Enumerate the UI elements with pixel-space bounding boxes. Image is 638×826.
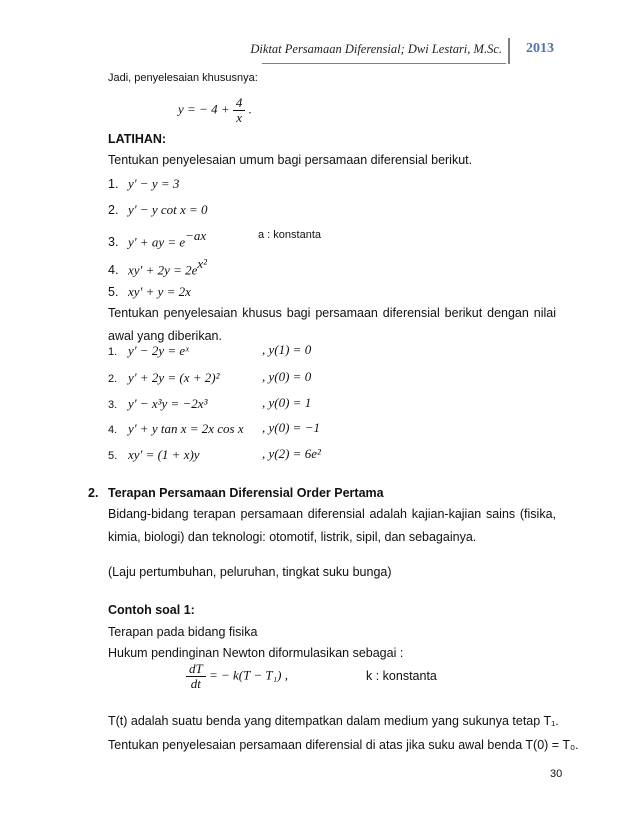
item-equation: xy' = (1 + x)y: [128, 447, 200, 462]
general-item: [108, 175, 179, 193]
header-rule: [262, 63, 506, 64]
solution-tail: .: [248, 101, 252, 117]
particular-solution-equation: [178, 96, 252, 125]
general-item: [108, 256, 207, 279]
item-exponent: x²: [197, 256, 208, 271]
general-item: [108, 228, 206, 251]
example-field: Terapan pada bidang fisika: [108, 625, 258, 639]
item-number: 1.: [108, 346, 118, 358]
initial-condition: , y(0) = −1: [262, 420, 320, 435]
item-number: 5.: [108, 450, 118, 462]
header-year: 2013: [526, 41, 554, 56]
instruction-general: Tentukan penyelesaian umum bagi persamaan diferensial berikut.: [108, 153, 473, 167]
item-number: 4.: [108, 263, 119, 278]
newton-equation: [186, 662, 288, 691]
item-number: 5.: [108, 285, 119, 299]
page-header: [250, 38, 562, 64]
example-heading: Contoh soal 1:: [108, 603, 195, 617]
solution-lhs: y = − 4 +: [178, 101, 230, 117]
general-item: [108, 283, 191, 301]
item-equation: xy' + 2y = 2e: [128, 262, 198, 278]
item-equation: y' + 2y = (x + 2)²: [128, 370, 220, 385]
initial-condition: , y(0) = 0: [262, 369, 312, 384]
item-equation: y' − y cot x = 0: [128, 202, 208, 217]
item-number: 1.: [108, 177, 119, 191]
item-number: 3.: [108, 235, 119, 250]
item-equation: y' − 2y = eˣ: [128, 343, 189, 358]
newton-intro: Hukum pendinginan Newton diformulasikan sebagai :: [108, 646, 404, 660]
solution-fraction: [233, 96, 246, 125]
item-equation: y' − y = 3: [128, 176, 180, 191]
item-equation: y' − x³y = −2x³: [128, 396, 208, 411]
item-number: 2.: [108, 203, 119, 217]
item-number: 4.: [108, 424, 118, 436]
initial-condition: , y(0) = 1: [262, 395, 312, 410]
derivative-numerator: dT: [186, 662, 206, 677]
particular-item: [108, 420, 244, 438]
particular-item: [108, 446, 200, 464]
particular-item: [108, 369, 219, 387]
equation-constant-note: k : konstanta: [366, 669, 437, 683]
item-number: 2.: [108, 373, 118, 385]
instruction-particular: Tentukan penyelesaian khusus bagi persamaan diferensial berikut dengan nilai awal yang diberikan.: [108, 306, 556, 343]
item-equation: y' + y tan x = 2x cos x: [128, 421, 244, 436]
task-text: Tentukan penyelesaian persamaan diferensial di atas jika suku awal benda T(0) = T₀.: [108, 738, 579, 752]
latihan-heading: LATIHAN:: [108, 132, 167, 146]
header-divider: [508, 38, 510, 64]
initial-condition: , y(2) = 6e²: [262, 446, 321, 461]
intro-text: Jadi, penyelesaian khususnya:: [108, 72, 258, 84]
particular-item: [108, 395, 207, 413]
page-number: 30: [550, 768, 563, 780]
item-equation: xy' + y = 2x: [128, 284, 191, 299]
initial-condition: , y(1) = 0: [262, 342, 312, 357]
header-title: Diktat Persamaan Diferensial; Dwi Lestari, M.Sc.: [250, 42, 502, 56]
section-number: 2.: [88, 486, 99, 500]
derivative-fraction: [186, 662, 206, 691]
section-title: Terapan Persamaan Diferensial Order Pertama: [108, 486, 384, 500]
derivative-denominator: dt: [190, 676, 201, 691]
description-text: T(t) adalah suatu benda yang ditempatkan dalam medium yang sukunya tetap T₁.: [108, 714, 559, 728]
item-number: 3.: [108, 399, 118, 411]
section-paragraph: Bidang-bidang terapan persamaan diferensial adalah kajian-kajian sains (fisika, kimia, biologi) dan teknologi: otomotif, listrik, sipil, dan sebagainya.: [108, 507, 556, 544]
section-note: (Laju pertumbuhan, peluruhan, tingkat suku bunga): [108, 565, 392, 579]
fraction-denominator: x: [236, 110, 242, 125]
constant-note: a : konstanta: [258, 229, 321, 241]
item-equation: y' + ay = e: [128, 234, 186, 250]
equation-rhs: = − k(T − T₁) ,: [208, 667, 288, 683]
item-exponent: −ax: [185, 228, 207, 243]
particular-item: [108, 342, 189, 360]
fraction-numerator: 4: [233, 96, 246, 111]
general-item: [108, 201, 208, 219]
